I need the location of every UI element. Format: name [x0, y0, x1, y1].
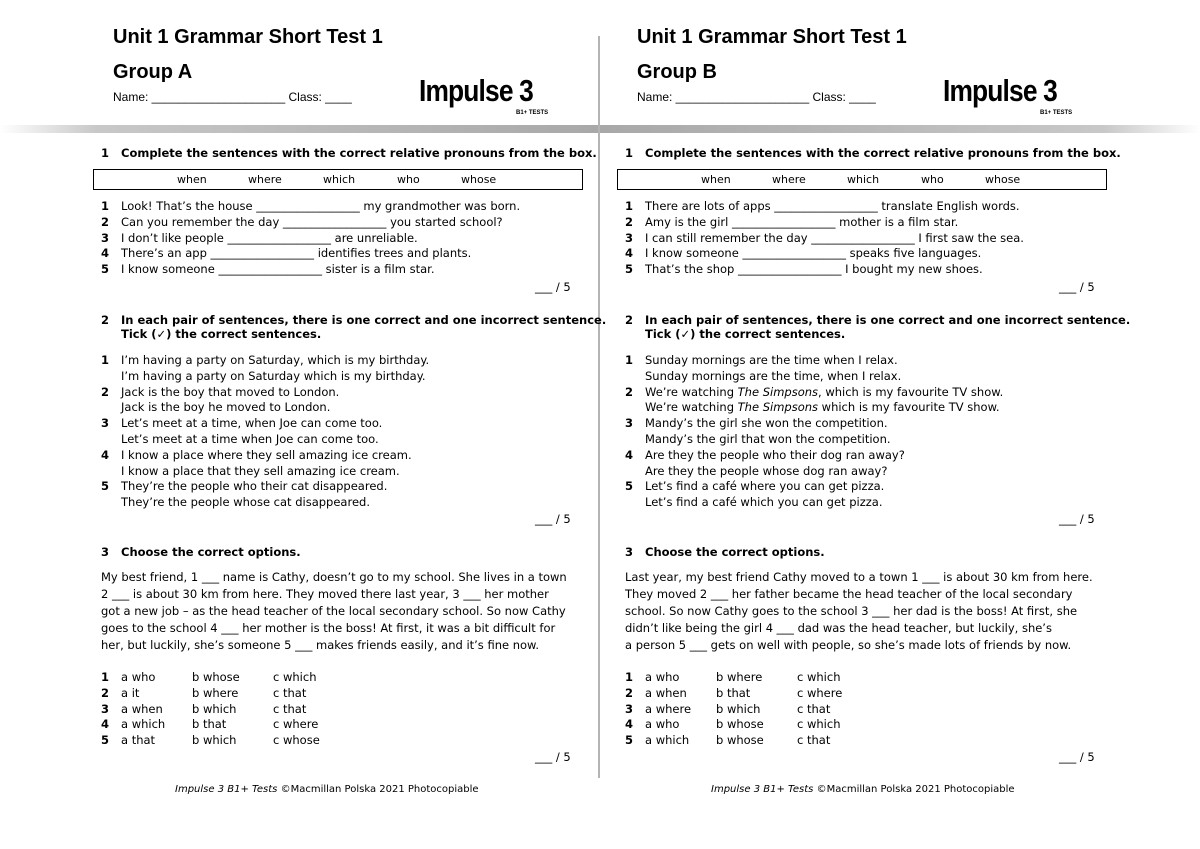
page-footer: Impulse 3 B1+ Tests ©Macmillan Polska 2021 Photocopiable — [175, 784, 479, 795]
test-title: Unit 1 Grammar Short Test 1 — [637, 26, 907, 48]
box-word: where — [248, 173, 282, 186]
option-row: 5 a that b which c whose — [101, 733, 320, 748]
impulse-logo: Impulse 3 — [943, 73, 1057, 108]
option-row: 4 a who b whose c which — [625, 717, 841, 732]
list-item: 5 Let’s find a café where you can get pizza. — [625, 479, 885, 494]
list-item: 3 Let’s meet at a time, when Joe can come too. — [101, 416, 383, 431]
word-box — [93, 169, 583, 190]
group-label: Group A — [113, 61, 193, 83]
option-row: 1 a who b where c which — [625, 670, 841, 684]
list-item: 1 There are lots of apps __________________ translate English words. — [625, 199, 1020, 213]
group-label: Group B — [637, 61, 717, 83]
score-box: ___ / 5 — [535, 750, 571, 764]
exercise-3-instruction: 3 Choose the correct options. — [625, 545, 825, 559]
column-divider — [598, 36, 600, 778]
list-item: 3 Mandy’s the girl she won the competition. — [625, 416, 888, 431]
word-box — [617, 169, 1107, 190]
option-row: 4 a which b that c where — [101, 717, 319, 732]
box-word: which — [847, 173, 880, 186]
list-item: Are they the people whose dog ran away? — [645, 463, 888, 478]
exercise-3-options — [625, 670, 842, 749]
score-box: ___ / 5 — [1059, 750, 1095, 764]
list-item: I know a place that they sell amazing ice cream. — [121, 463, 400, 478]
box-word: when — [701, 173, 731, 186]
list-item: 1 I’m having a party on Saturday, which is my birthday. — [101, 353, 430, 367]
list-item: 1 Look! That’s the house __________________ my grandmother was born. — [101, 199, 521, 213]
test-title: Unit 1 Grammar Short Test 1 — [113, 26, 383, 48]
list-item: Jack is the boy he moved to London. — [121, 400, 331, 415]
option-row: 5 a which b whose c that — [625, 733, 831, 748]
name-class-line: Name: ____________________ Class: ____ — [637, 90, 876, 104]
list-item: 2 Amy is the girl __________________ mother is a film star. — [625, 214, 959, 229]
list-item: 1 Sunday mornings are the time when I relax. — [625, 353, 898, 367]
score-box: ___ / 5 — [535, 512, 571, 526]
list-item: Let’s find a café which you can get pizza. — [645, 495, 883, 510]
option-row: 2 a it b where c that — [101, 685, 307, 700]
exercise-2-instruction: 2 In each pair of sentences, there is one correct and one incorrect sentence. Tick (✓) the correct sentences. — [101, 313, 607, 341]
list-item: 4 There’s an app __________________ identifies trees and plants. — [101, 246, 472, 261]
list-item: 2 We’re watching The Simpsons, which is my favourite TV show. — [625, 384, 1004, 399]
logo-subtitle: B1+ TESTS — [1040, 110, 1073, 116]
impulse-logo: Impulse 3 — [419, 73, 533, 108]
exercise-1-instruction: 1 Complete the sentences with the correct relative pronouns from the box. — [101, 146, 597, 160]
box-word: when — [177, 173, 207, 186]
option-row: 3 a when b which c that — [101, 701, 307, 716]
list-item: 3 I don’t like people __________________ are unreliable. — [101, 230, 418, 245]
logo-subtitle: B1+ TESTS — [516, 110, 549, 116]
score-box: ___ / 5 — [535, 280, 571, 294]
list-item: 5 I know someone __________________ sister is a film star. — [101, 262, 435, 277]
box-word: whose — [985, 173, 1021, 186]
exercise-1-items — [625, 199, 1024, 278]
exercise-3-paragraph: My best friend, 1 ___ name is Cathy, doesn’t go to my school. She lives in a town 2 ___ is about 30 km from here. They moved there last year, 3 ___ her mother got a new job – as the head teacher of the local secondary school. So now Cathy goes to the school 4 ___ her mother is the boss! At first, it was a bit difficult for her, but luckily, she’s someone 5 ___ makes friends easily, and it’s fine now. — [101, 570, 567, 652]
exercise-2-items — [625, 353, 1003, 511]
list-item: Mandy’s the girl that won the competition. — [645, 431, 891, 446]
list-item: I’m having a party on Saturday which is my birthday. — [121, 368, 426, 383]
score-box: ___ / 5 — [1059, 280, 1095, 294]
box-word: who — [921, 173, 944, 186]
list-item: Sunday mornings are the time, when I relax. — [645, 368, 902, 383]
list-item: They’re the people whose cat disappeared. — [121, 495, 370, 510]
list-item: 5 They’re the people who their cat disappeared. — [101, 479, 388, 494]
name-class-line: Name: ____________________ Class: ____ — [113, 90, 352, 104]
exercise-1-instruction: 1 Complete the sentences with the correct relative pronouns from the box. — [625, 146, 1121, 160]
box-word: where — [772, 173, 806, 186]
list-item: 4 I know someone __________________ speaks five languages. — [625, 246, 982, 261]
list-item: 5 That’s the shop __________________ I bought my new shoes. — [625, 262, 983, 277]
exercise-2-items — [101, 353, 429, 511]
list-item: We’re watching The Simpsons which is my favourite TV show. — [645, 400, 1000, 415]
box-word: whose — [461, 173, 497, 186]
page-footer: Impulse 3 B1+ Tests ©Macmillan Polska 2021 Photocopiable — [711, 784, 1015, 795]
exercise-3-options — [101, 670, 320, 749]
list-item: 4 I know a place where they sell amazing ice cream. — [101, 447, 412, 462]
option-row: 1 a who b whose c which — [101, 670, 317, 684]
score-box: ___ / 5 — [1059, 512, 1095, 526]
exercise-3-paragraph: Last year, my best friend Cathy moved to a town 1 ___ is about 30 km from here. They moved 2 ___ her father became the head teacher of the local secondary school. So now Cathy goes to the school 3 ___ her dad is the boss! At first, she didn’t like being the girl 4 ___ dad was the head teacher, but luckily, she’s a person 5 ___ gets on well with people, so she’s made lots of friends by now. — [625, 570, 1093, 652]
exercise-3-instruction: 3 Choose the correct options. — [101, 545, 301, 559]
list-item: 3 I can still remember the day __________________ I first saw the sea. — [625, 230, 1024, 245]
box-word: who — [397, 173, 420, 186]
box-word: which — [323, 173, 356, 186]
header-divider-bar — [0, 125, 1200, 133]
option-row: 3 a where b which c that — [625, 701, 831, 716]
list-item: Let’s meet at a time when Joe can come too. — [121, 431, 379, 446]
exercise-2-instruction: 2 In each pair of sentences, there is one correct and one incorrect sentence. Tick (✓) the correct sentences. — [625, 313, 1131, 341]
exercise-1-items — [101, 199, 520, 278]
option-row: 2 a when b that c where — [625, 685, 843, 700]
list-item: 2 Jack is the boy that moved to London. — [101, 384, 340, 399]
list-item: 2 Can you remember the day __________________ you started school? — [101, 214, 503, 229]
list-item: 4 Are they the people who their dog ran away? — [625, 447, 905, 462]
